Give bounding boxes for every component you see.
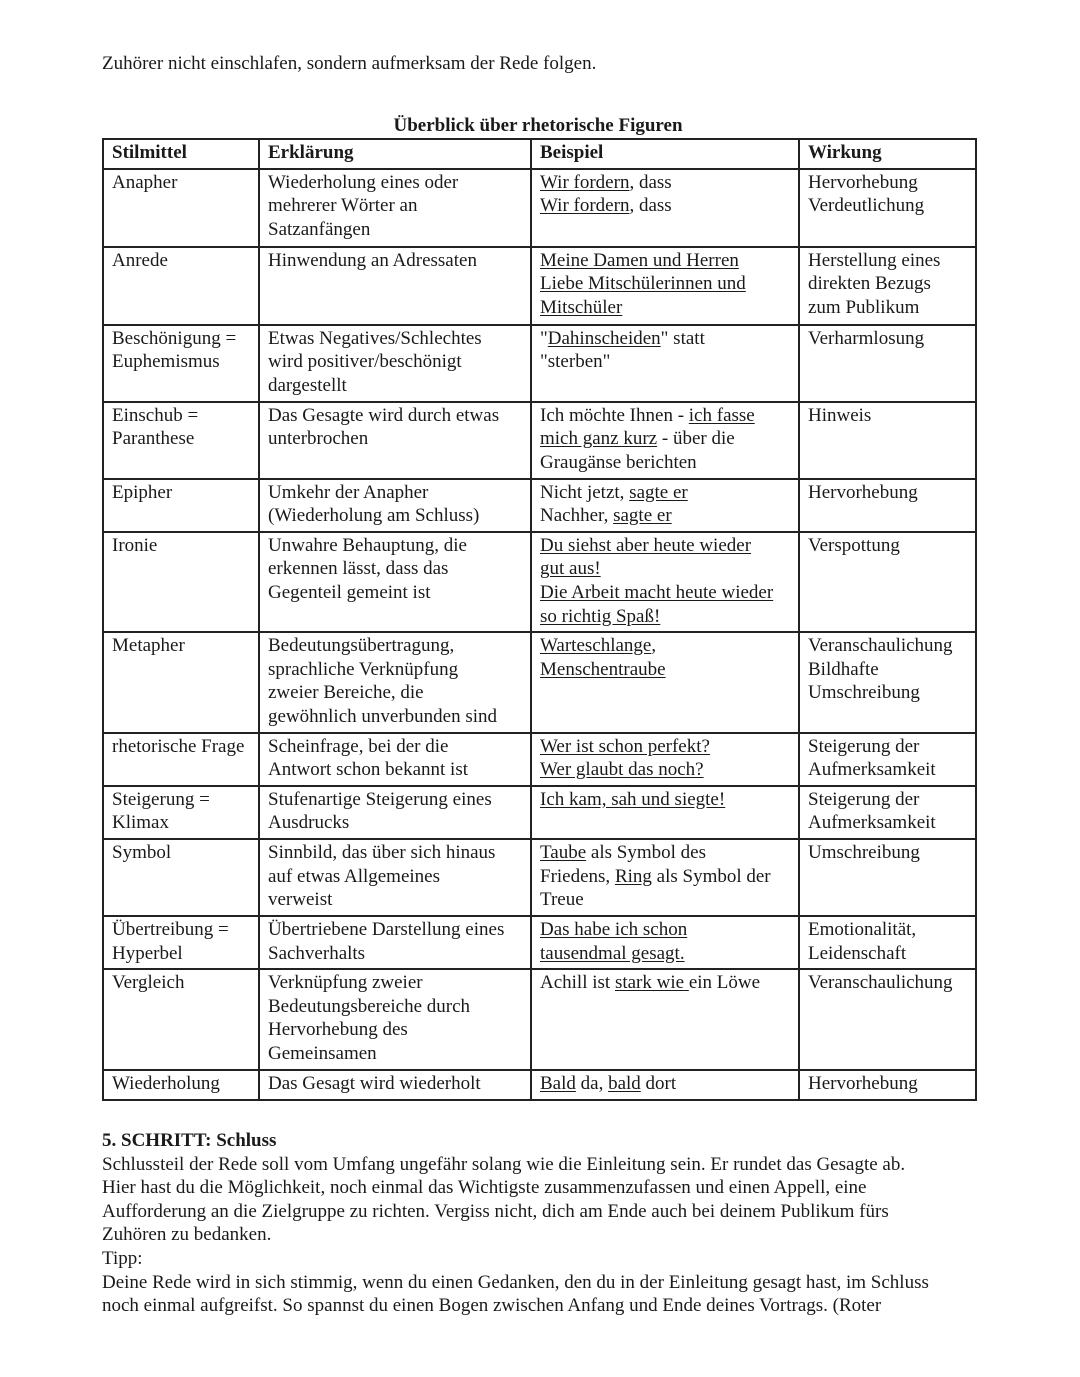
cell-stilmittel: [103, 532, 259, 632]
section-heading: 5. SCHRITT: Schluss: [102, 1130, 277, 1151]
cell-erklaerung-line: zweier Bereiche, die: [268, 682, 424, 704]
example-underlined-text: Taube: [540, 841, 587, 863]
cell-erklaerung: [259, 969, 531, 1070]
example-text: Ich möchte Ihnen -: [540, 404, 689, 426]
table-row: [103, 916, 976, 969]
cell-wirkung-line: Steigerung der: [808, 735, 920, 757]
example-underlined-text: Wir fordern: [540, 171, 630, 193]
cell-stilmittel-line: Ironie: [112, 534, 158, 556]
cell-erklaerung: [259, 839, 531, 916]
cell-stilmittel: [103, 325, 259, 402]
cell-erklaerung: [259, 733, 531, 786]
example-text: - über die: [657, 428, 735, 450]
cell-stilmittel: [103, 733, 259, 786]
cell-erklaerung-line: unterbrochen: [268, 428, 369, 450]
example-text: dort: [640, 1073, 677, 1095]
cell-wirkung-line: Veranschaulichung: [808, 635, 953, 657]
cell-erklaerung: [259, 1070, 531, 1100]
example-underlined-text: Ich kam, sah und siegte!: [540, 788, 726, 810]
table-row: [103, 786, 976, 839]
cell-wirkung-line: Leidenschaft: [808, 942, 907, 964]
cell-erklaerung-line: Hervorhebung des: [268, 1019, 408, 1041]
cell-erklaerung-line: Wiederholung eines oder: [268, 171, 459, 193]
example-underlined-text: so richtig Spaß!: [540, 605, 661, 627]
example-text: Treue: [540, 889, 584, 911]
example-underlined-text: Dahinscheiden: [547, 327, 661, 349]
cell-erklaerung-line: Stufenartige Steigerung eines: [268, 788, 492, 810]
cell-erklaerung-line: Sinnbild, das über sich hinaus: [268, 841, 496, 863]
example-text: Nachher,: [540, 505, 614, 527]
cell-erklaerung-line: verweist: [268, 889, 333, 911]
cell-wirkung: [799, 632, 976, 732]
closing-line: Hier hast du die Möglichkeit, noch einmal das Wichtigste zusammenzufassen und einen Appell, eine: [102, 1177, 867, 1199]
cell-stilmittel: [103, 247, 259, 325]
cell-stilmittel: [103, 169, 259, 247]
example-underlined-text: ich fasse: [688, 404, 755, 426]
cell-erklaerung-line: dargestellt: [268, 374, 347, 396]
cell-erklaerung-line: Bedeutungsübertragung,: [268, 635, 455, 657]
table-body: [103, 169, 976, 1100]
header-wirkung: Wirkung: [799, 139, 976, 169]
example-underlined-text: Wir fordern: [540, 195, 630, 217]
closing-text: [102, 1153, 982, 1318]
closing-line: Schlussteil der Rede soll vom Umfang ungefähr solang wie die Einleitung sein. Er rundet das Gesagte ab.: [102, 1153, 906, 1175]
cell-erklaerung-line: Verknüpfung zweier: [268, 972, 423, 994]
example-underlined-text: Warteschlange: [540, 635, 652, 657]
cell-beispiel: [531, 733, 799, 786]
header-erklaerung: Erklärung: [259, 139, 531, 169]
cell-wirkung-line: Hervorhebung: [808, 481, 918, 503]
cell-erklaerung-line: auf etwas Allgemeines: [268, 865, 441, 887]
cell-wirkung-line: Veranschaulichung: [808, 972, 953, 994]
cell-wirkung-line: zum Publikum: [808, 296, 920, 318]
cell-stilmittel-line: Anrede: [112, 249, 168, 271]
cell-wirkung-line: Emotionalität,: [808, 918, 917, 940]
cell-wirkung: [799, 247, 976, 325]
example-underlined-text: Mitschüler: [540, 296, 623, 318]
cell-erklaerung-line: Etwas Negatives/Schlechtes: [268, 327, 482, 349]
cell-wirkung-line: Steigerung der: [808, 788, 920, 810]
cell-wirkung: [799, 916, 976, 969]
table-row: [103, 1070, 976, 1100]
table-title: Überblick über rhetorische Figuren: [393, 115, 683, 136]
cell-wirkung: [799, 786, 976, 839]
cell-erklaerung-line: Das Gesagte wird durch etwas: [268, 404, 500, 426]
closing-line: Aufforderung an die Zielgruppe zu richten. Vergiss nicht, dich am Ende auch bei deinem Publikum fürs: [102, 1200, 889, 1222]
cell-erklaerung-line: Gemeinsamen: [268, 1042, 377, 1064]
cell-wirkung-line: Verspottung: [808, 534, 900, 556]
cell-erklaerung-line: Scheinfrage, bei der die: [268, 735, 449, 757]
cell-stilmittel-line: Symbol: [112, 841, 172, 863]
example-underlined-text: stark wie: [614, 972, 689, 994]
cell-stilmittel: [103, 839, 259, 916]
cell-stilmittel-line: Beschönigung =: [112, 327, 237, 349]
cell-stilmittel-line: Hyperbel: [112, 942, 183, 964]
table-row: [103, 969, 976, 1070]
cell-erklaerung-line: Umkehr der Anapher: [268, 481, 429, 503]
cell-beispiel: [531, 969, 799, 1070]
cell-erklaerung-line: Bedeutungsbereiche durch: [268, 995, 471, 1017]
example-text: ,: [651, 635, 657, 657]
table-row: [103, 325, 976, 402]
cell-erklaerung-line: (Wiederholung am Schluss): [268, 505, 480, 527]
cell-erklaerung-line: Ausdrucks: [268, 812, 350, 834]
intro-line: Zuhörer nicht einschlafen, sondern aufmerksam der Rede folgen.: [102, 53, 597, 74]
cell-erklaerung-line: mehrerer Wörter an: [268, 195, 418, 217]
cell-wirkung: [799, 1070, 976, 1100]
example-underlined-text: Wer ist schon perfekt?: [540, 735, 710, 757]
example-underlined-text: tausendmal gesagt.: [540, 942, 685, 964]
example-text: da,: [575, 1073, 609, 1095]
example-text: Nicht jetzt,: [540, 481, 630, 503]
cell-beispiel: [531, 402, 799, 479]
closing-line: Deine Rede wird in sich stimmig, wenn du einen Gedanken, den du in der Einleitung gesagt hast, im Schluss: [102, 1271, 929, 1293]
cell-erklaerung-line: Antwort schon bekannt ist: [268, 759, 469, 781]
closing-line: noch einmal aufgreifst. So spannst du einen Bogen zwischen Anfang und Ende deines Vortrags. (Roter: [102, 1295, 882, 1317]
table-row: [103, 839, 976, 916]
example-underlined-text: Bald: [540, 1073, 576, 1095]
example-text: Achill ist: [540, 972, 615, 994]
cell-erklaerung-line: wird positiver/beschönigt: [268, 351, 462, 373]
cell-erklaerung-line: Unwahre Behauptung, die: [268, 534, 467, 556]
table-row: [103, 632, 976, 732]
cell-wirkung-line: Verharmlosung: [808, 327, 925, 349]
cell-erklaerung: [259, 532, 531, 632]
example-underlined-text: mich ganz kurz: [540, 428, 658, 450]
example-text: als Symbol der: [651, 865, 771, 887]
cell-wirkung: [799, 733, 976, 786]
example-underlined-text: Die Arbeit macht heute wieder: [540, 581, 774, 603]
cell-stilmittel-line: Wiederholung: [112, 1073, 220, 1095]
example-underlined-text: Liebe Mitschülerinnen und: [540, 273, 746, 295]
cell-stilmittel-line: Euphemismus: [112, 351, 220, 373]
cell-stilmittel-line: Klimax: [112, 812, 169, 834]
table-row: [103, 532, 976, 632]
example-underlined-text: sagte er: [613, 505, 672, 527]
example-text: Friedens,: [540, 865, 615, 887]
example-underlined-text: Ring: [614, 865, 652, 887]
cell-erklaerung-line: Hinwendung an Adressaten: [268, 249, 477, 271]
cell-wirkung-line: Aufmerksamkeit: [808, 812, 936, 834]
example-text: , dass: [629, 195, 672, 217]
cell-beispiel: [531, 247, 799, 325]
cell-beispiel: [531, 632, 799, 732]
example-underlined-text: Menschentraube: [540, 658, 666, 680]
cell-stilmittel: [103, 402, 259, 479]
example-text: Graugänse berichten: [540, 451, 697, 473]
example-text: , dass: [629, 171, 672, 193]
example-underlined-text: Das habe ich schon: [540, 918, 688, 940]
cell-stilmittel: [103, 969, 259, 1070]
cell-stilmittel-line: Steigerung =: [112, 788, 210, 810]
example-text: "sterben": [540, 351, 611, 373]
cell-stilmittel-line: Metapher: [112, 635, 185, 657]
cell-beispiel: [531, 916, 799, 969]
cell-beispiel: [531, 1070, 799, 1100]
cell-stilmittel-line: rhetorische Frage: [112, 735, 245, 757]
cell-erklaerung-line: Übertriebene Darstellung eines: [268, 918, 505, 940]
cell-wirkung: [799, 169, 976, 247]
cell-wirkung-line: direkten Bezugs: [808, 273, 931, 295]
cell-erklaerung-line: gewöhnlich unverbunden sind: [268, 705, 498, 727]
table-row: [103, 733, 976, 786]
cell-wirkung: [799, 532, 976, 632]
cell-wirkung: [799, 402, 976, 479]
cell-stilmittel-line: Vergleich: [112, 972, 185, 994]
cell-stilmittel: [103, 916, 259, 969]
cell-wirkung: [799, 969, 976, 1070]
cell-wirkung-line: Aufmerksamkeit: [808, 759, 936, 781]
closing-line: Tipp:: [102, 1247, 143, 1269]
table-row: [103, 169, 976, 247]
cell-stilmittel: [103, 479, 259, 532]
cell-wirkung-line: Bildhafte: [808, 658, 879, 680]
example-underlined-text: bald: [608, 1073, 641, 1095]
rhetorical-figures-table: [102, 138, 977, 1101]
cell-wirkung-line: Hinweis: [808, 404, 872, 426]
cell-erklaerung: [259, 916, 531, 969]
cell-erklaerung-line: erkennen lässt, dass das: [268, 558, 449, 580]
cell-wirkung: [799, 839, 976, 916]
example-text: " statt: [660, 327, 705, 349]
cell-beispiel: [531, 479, 799, 532]
cell-erklaerung: [259, 632, 531, 732]
cell-wirkung-line: Umschreibung: [808, 682, 920, 704]
cell-erklaerung: [259, 169, 531, 247]
table-row: [103, 247, 976, 325]
cell-erklaerung: [259, 786, 531, 839]
cell-wirkung-line: Hervorhebung: [808, 171, 918, 193]
cell-wirkung-line: Hervorhebung: [808, 1073, 918, 1095]
cell-stilmittel-line: Anapher: [112, 171, 178, 193]
table-row: [103, 479, 976, 532]
cell-stilmittel-line: Einschub =: [112, 404, 199, 426]
cell-erklaerung-line: sprachliche Verknüpfung: [268, 658, 459, 680]
table-header-row: [103, 139, 976, 169]
example-text: als Symbol des: [586, 841, 706, 863]
cell-stilmittel: [103, 632, 259, 732]
cell-erklaerung: [259, 402, 531, 479]
cell-beispiel: [531, 169, 799, 247]
example-underlined-text: Wer glaubt das noch?: [540, 759, 704, 781]
cell-beispiel: [531, 839, 799, 916]
table-row: [103, 402, 976, 479]
cell-stilmittel-line: Paranthese: [112, 428, 195, 450]
cell-erklaerung-line: Sachverhalts: [268, 942, 366, 964]
cell-erklaerung-line: Das Gesagt wird wiederholt: [268, 1073, 481, 1095]
cell-stilmittel-line: Übertreibung =: [112, 918, 229, 940]
cell-erklaerung: [259, 479, 531, 532]
closing-section: [102, 1129, 982, 1318]
closing-line: Zuhören zu bedanken.: [102, 1224, 272, 1246]
example-underlined-text: gut aus!: [540, 558, 601, 580]
example-text: ": [540, 327, 548, 349]
header-stilmittel: Stilmittel: [103, 139, 259, 169]
example-underlined-text: Du siehst aber heute wieder: [540, 534, 752, 556]
example-text: ein Löwe: [688, 972, 761, 994]
cell-erklaerung-line: Gegenteil gemeint ist: [268, 581, 431, 603]
cell-erklaerung: [259, 247, 531, 325]
cell-stilmittel: [103, 786, 259, 839]
cell-erklaerung: [259, 325, 531, 402]
cell-beispiel: [531, 532, 799, 632]
cell-stilmittel-line: Epipher: [112, 481, 173, 503]
cell-wirkung-line: Verdeutlichung: [808, 195, 925, 217]
cell-stilmittel: [103, 1070, 259, 1100]
cell-wirkung-line: Umschreibung: [808, 841, 920, 863]
cell-erklaerung-line: Satzanfängen: [268, 218, 371, 240]
cell-wirkung: [799, 479, 976, 532]
cell-wirkung-line: Herstellung eines: [808, 249, 941, 271]
cell-wirkung: [799, 325, 976, 402]
header-beispiel: Beispiel: [531, 139, 799, 169]
cell-beispiel: [531, 325, 799, 402]
cell-beispiel: [531, 786, 799, 839]
example-underlined-text: Meine Damen und Herren: [540, 249, 739, 271]
example-underlined-text: sagte er: [629, 481, 688, 503]
